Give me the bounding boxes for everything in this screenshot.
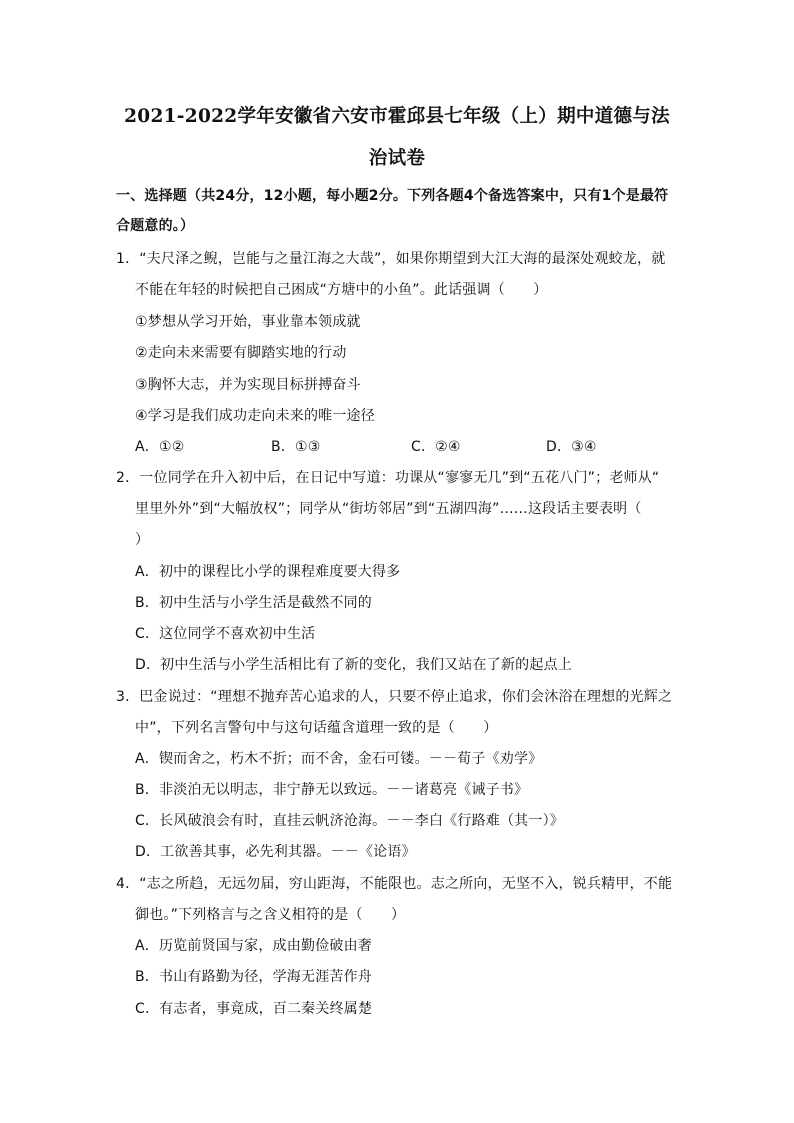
question-1-item-3: ③胸怀大志，并为实现目标拼搏奋斗 [135,377,361,393]
exam-title-line-2: 治试卷 [368,148,426,169]
question-4-stem-line-1: 4．“志之所趋，无远勿届，穷山距海，不能限也。志之所向，无坚不入，锐兵精甲，不能 [116,876,673,892]
question-1-item-2: ②走向未来需要有脚踏实地的行动 [135,345,347,361]
question-2-stem-line-3: ） [135,532,150,548]
question-3-option-d: D．工欲善其事，必先利其器。－－《论语》 [135,844,416,860]
question-1-stem-line-2: 不能在年轻的时候把自己困成“方塘中的小鱼”。此话强调（ ） [135,282,548,298]
question-2-stem-line-1: 2．一位同学在升入初中后，在日记中写道：功课从“寥寥无几”到“五花八门”；老师从“ [116,470,660,486]
question-3-option-c: C．长风破浪会有时，直挂云帆济沧海。－－李白《行路难（其一）》 [135,813,564,829]
question-2-option-d: D．初中生活与小学生活相比有了新的变化，我们又站在了新的起点上 [135,657,572,673]
question-4-option-b: B．书山有路勤为径，学海无涯苦作舟 [135,969,373,985]
question-3-stem-line-1: 3．巴金说过：“理想不抛弃苦心追求的人，只要不停止追求，你们会沐浴在理想的光辉之 [116,689,673,705]
question-2-option-b: B．初中生活与小学生活是截然不同的 [135,595,373,611]
question-2-stem-line-2: 里里外外”到“大幅放权”；同学从“街坊邻居”到“五湖四海”……这段话主要表明（ [135,501,642,517]
question-4-option-c: C．有志者，事竟成，百二秦关终属楚 [135,1001,373,1017]
exam-title-line-1: 2021-2022学年安徽省六安市霍邱县七年级（上）期中道德与法 [124,106,670,127]
question-1-stem-line-1: 1．“夫尺泽之鲵，岂能与之量江海之大哉”，如果你期望到大江大海的最深处观蛟龙，就 [116,251,666,267]
question-3-option-b: B．非淡泊无以明志，非宁静无以致远。－－诸葛亮《诫子书》 [135,782,529,798]
question-3-stem-line-2: 中”，下列名言警句中与这句话蕴含道理一致的是（ ） [135,720,498,736]
question-4-option-a: A．历览前贤国与家，成由勤俭破由奢 [135,938,372,954]
question-2-option-c: C．这位同学不喜欢初中生活 [135,626,316,642]
question-1-option-a: A．①② [135,439,185,455]
question-1-option-c: C．②④ [411,439,461,455]
question-1-option-b: B．①③ [271,439,321,455]
question-1-option-d: D．③④ [546,439,597,455]
question-3-option-a: A．锲而舍之，朽木不折；而不舍，金石可镂。－－荀子《劝学》 [135,751,543,767]
question-1-item-4: ④学习是我们成功走向未来的唯一途径 [135,408,375,424]
question-4-stem-line-2: 御也。”下列格言与之含义相符的是（ ） [135,907,406,923]
section-heading-line-2: 合题意的。） [116,218,195,234]
question-1-item-1: ①梦想从学习开始，事业靠本领成就 [135,314,361,330]
section-heading-line-1: 一、选择题（共24分，12小题，每小题2分。下列各题4个备选答案中，只有1个是最符 [116,188,669,204]
question-1-options [135,437,695,457]
question-2-option-a: A．初中的课程比小学的课程难度要大得多 [135,564,401,580]
